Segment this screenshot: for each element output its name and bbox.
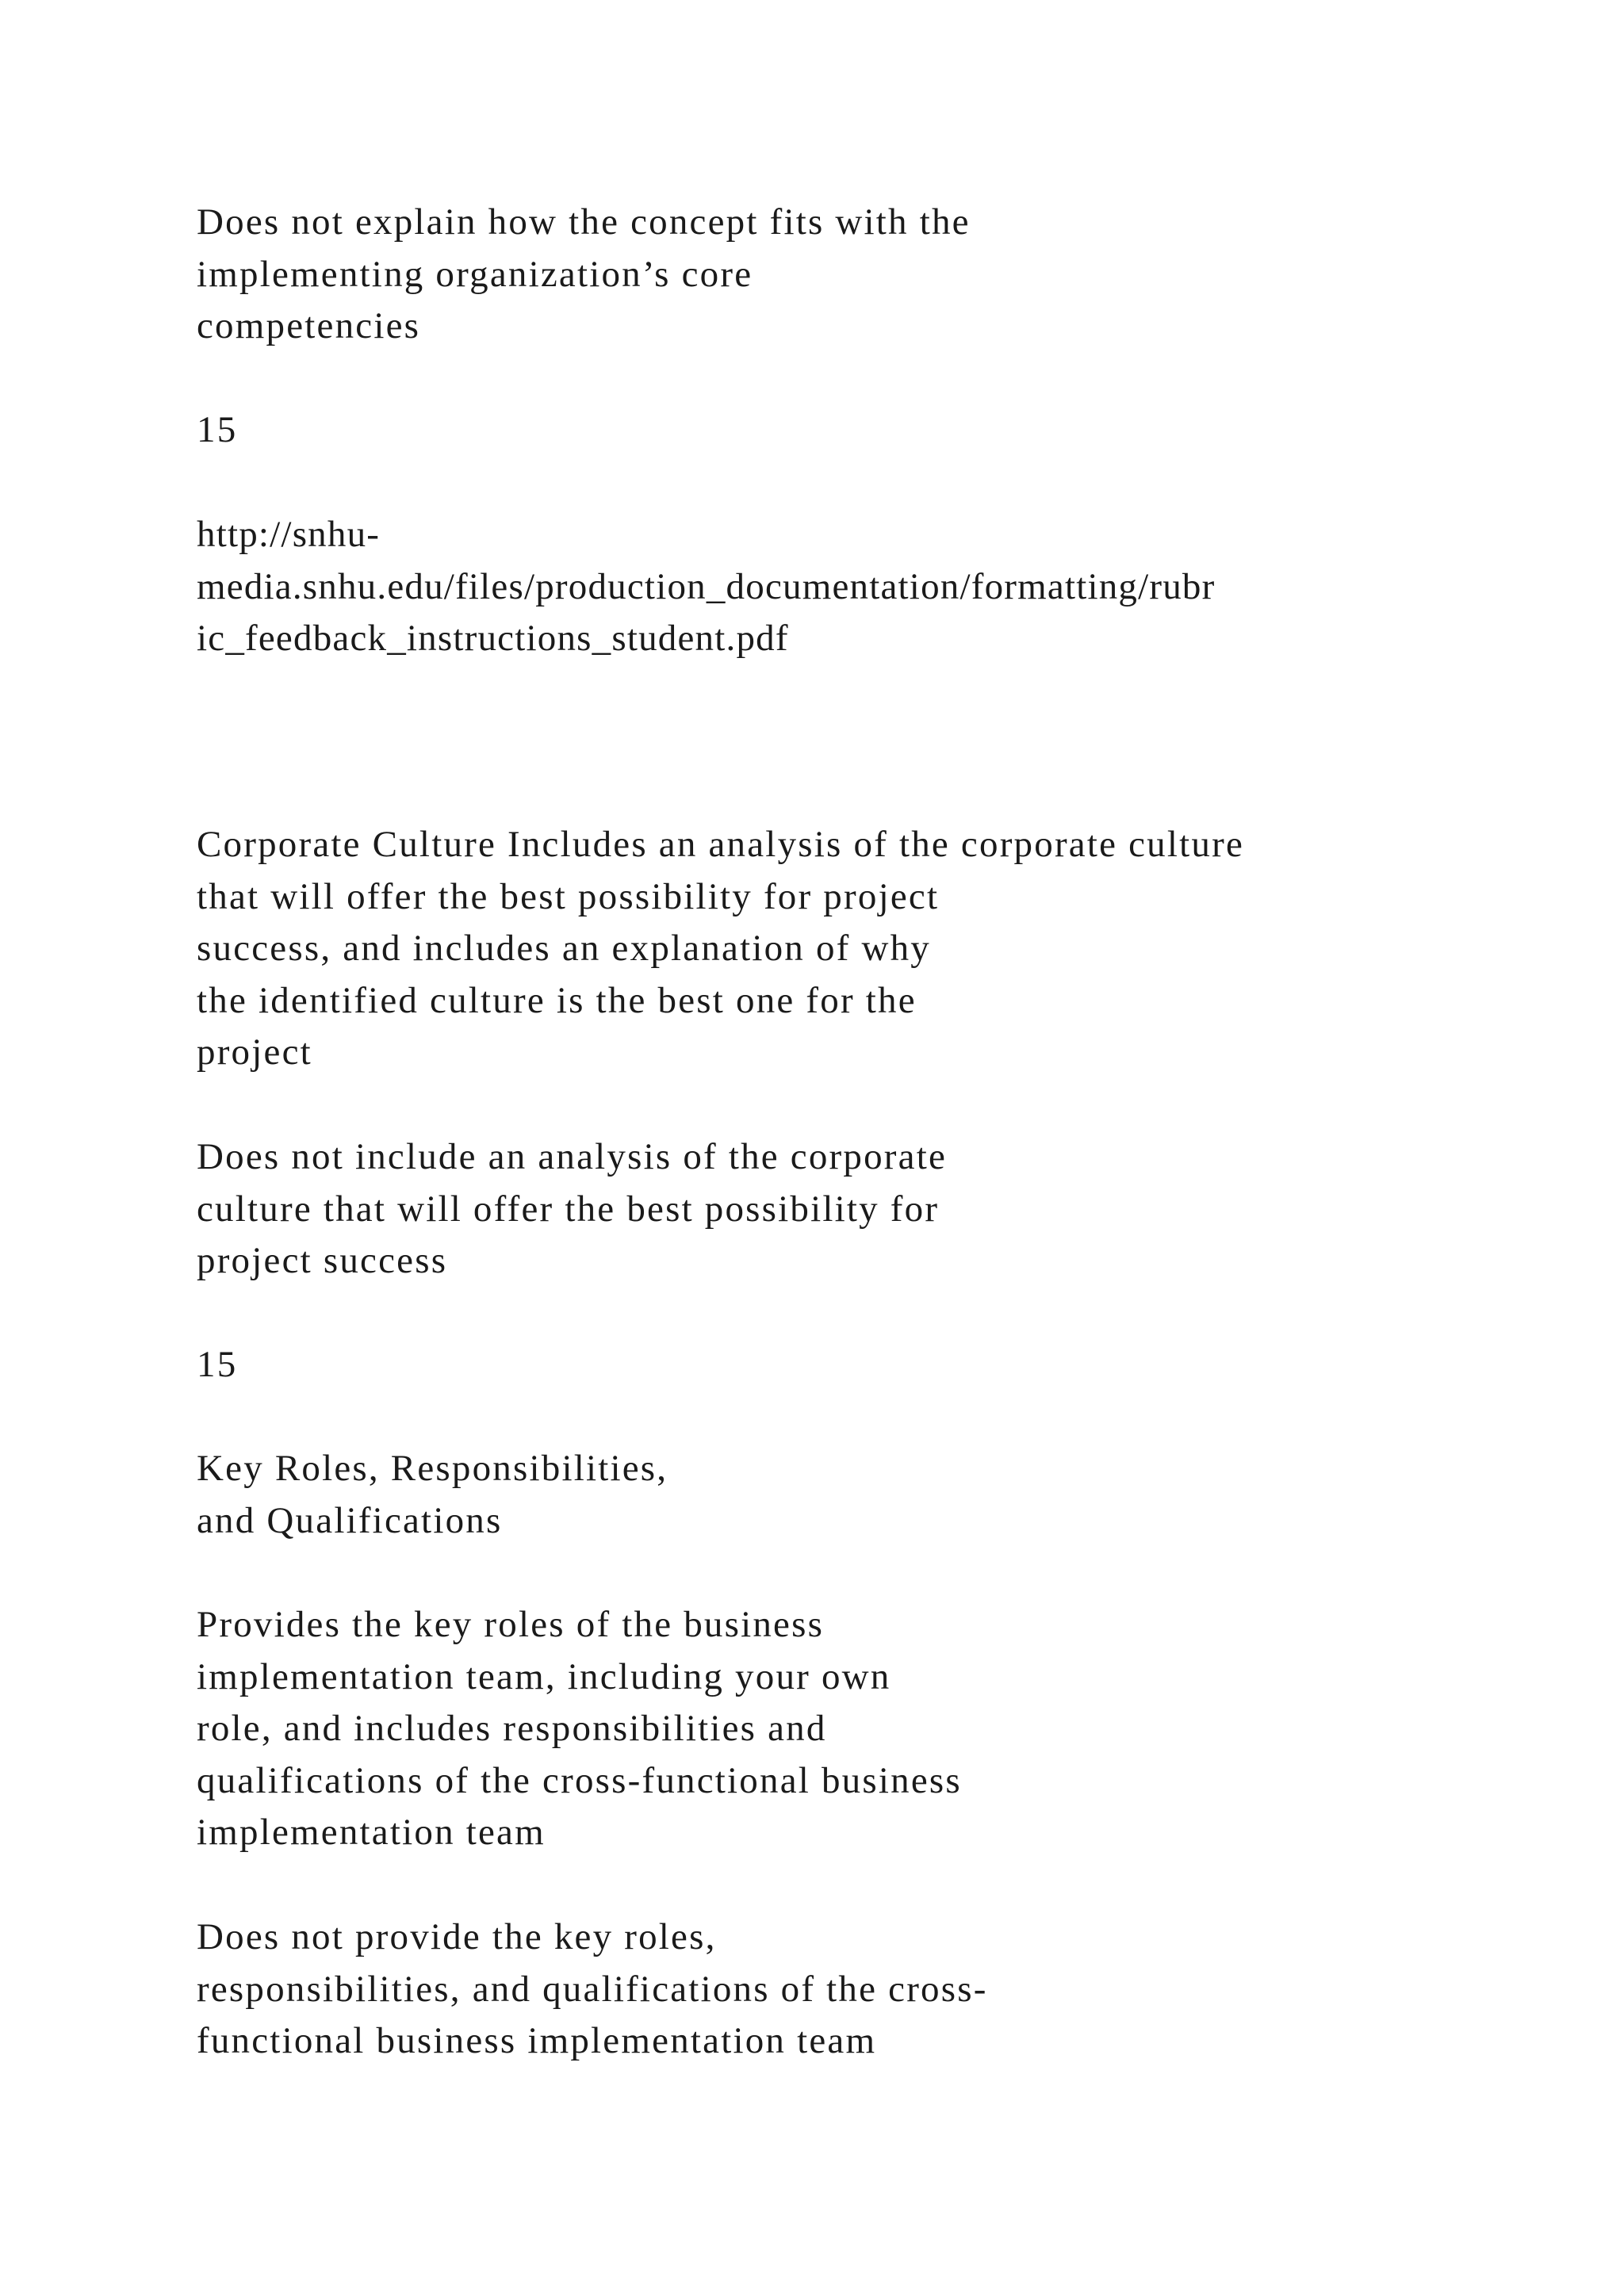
key-roles-proficient bbox=[197, 1599, 962, 1859]
text-line: culture that will offer the best possibility for bbox=[197, 1188, 940, 1230]
key-roles-not-evident bbox=[197, 1911, 988, 2068]
text-line: project bbox=[197, 1031, 312, 1073]
link-line[interactable]: media.snhu.edu/files/production_documentation/formatting/rubr bbox=[197, 565, 1216, 607]
score-value bbox=[197, 404, 237, 457]
score-number: 15 bbox=[197, 409, 238, 450]
criterion-fit-not-evident bbox=[197, 197, 971, 353]
rubric-feedback-link[interactable] bbox=[197, 509, 1215, 665]
text-line: and Qualifications bbox=[197, 1499, 503, 1541]
text-line: that will offer the best possibility for project bbox=[197, 875, 940, 917]
text-line: Does not include an analysis of the corporate bbox=[197, 1136, 948, 1177]
text-line: Does not explain how the concept fits with the bbox=[197, 201, 971, 243]
text-line: success, and includes an explanation of why bbox=[197, 928, 932, 969]
text-line: the identified culture is the best one for the bbox=[197, 979, 917, 1021]
text-line: competencies bbox=[197, 305, 421, 346]
link-line[interactable]: ic_feedback_instructions_student.pdf bbox=[197, 618, 789, 659]
text-line: qualifications of the cross-functional business bbox=[197, 1759, 962, 1801]
text-line: implementing organization’s core bbox=[197, 253, 753, 295]
text-line: implementation team bbox=[197, 1812, 546, 1853]
link-line[interactable]: http://snhu- bbox=[197, 514, 381, 555]
key-roles-title bbox=[197, 1443, 668, 1547]
corporate-culture-criterion bbox=[197, 819, 1244, 1079]
score-value bbox=[197, 1339, 237, 1391]
text-line: implementation team, including your own bbox=[197, 1655, 891, 1697]
score-number: 15 bbox=[197, 1344, 238, 1385]
text-line: project success bbox=[197, 1240, 448, 1281]
text-line: Provides the key roles of the business bbox=[197, 1604, 825, 1645]
text-line: Key Roles, Responsibilities, bbox=[197, 1448, 668, 1489]
text-line: role, and includes responsibilities and bbox=[197, 1708, 827, 1749]
text-line: Does not provide the key roles, bbox=[197, 1916, 717, 1957]
text-line: functional business implementation team bbox=[197, 2020, 877, 2061]
corporate-culture-not-evident bbox=[197, 1131, 947, 1288]
text-line: responsibilities, and qualifications of the cross- bbox=[197, 1968, 988, 2010]
text-line: Corporate Culture Includes an analysis of the corporate culture bbox=[197, 824, 1245, 865]
